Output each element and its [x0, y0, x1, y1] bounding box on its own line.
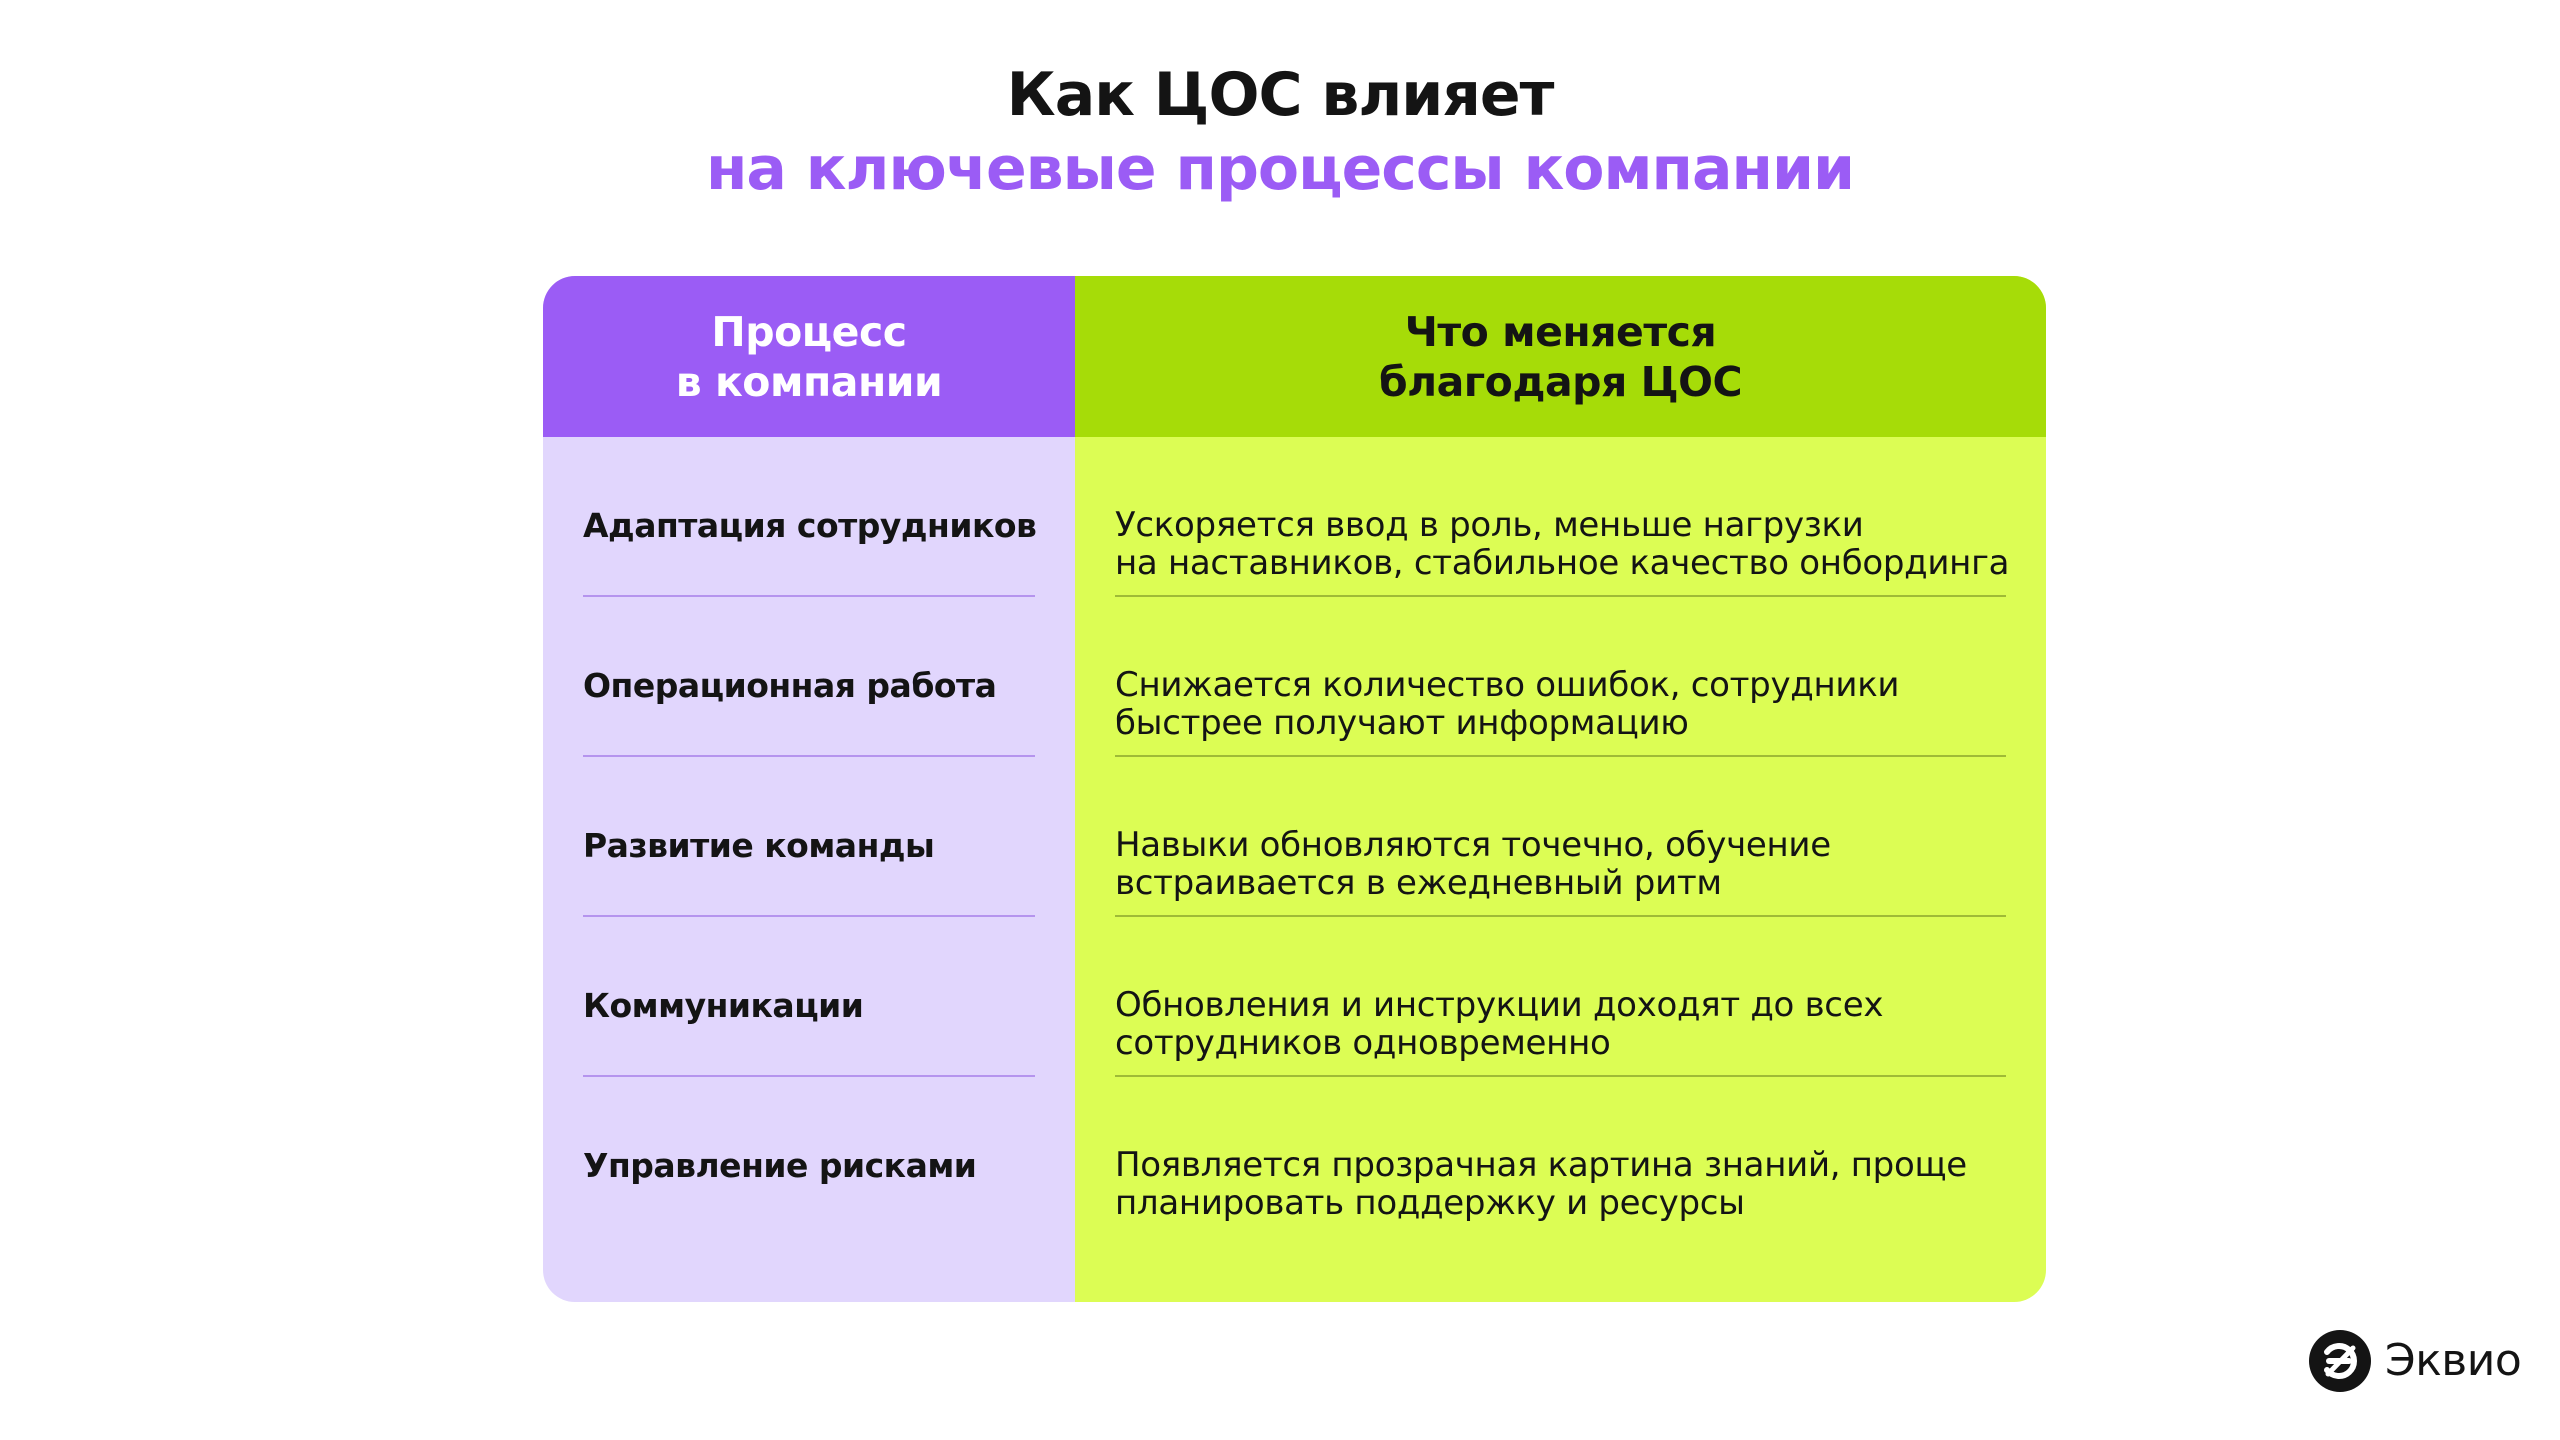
title-line-1: Как ЦОС влияет [1006, 60, 1554, 130]
ekvio-logo-icon [2309, 1330, 2371, 1392]
table-row-change [1115, 437, 2010, 597]
table-row-process [583, 597, 1035, 757]
table-row-change [1115, 1077, 2006, 1237]
header-left-line-2: в компании [675, 357, 943, 406]
change-text-line: быстрее получают информацию [1115, 703, 1689, 743]
change-text-line: сотрудников одновременно [1115, 1023, 1611, 1063]
process-name: Адаптация сотрудников [583, 506, 1037, 545]
table-row-process [583, 1077, 1035, 1237]
process-column-header [543, 276, 1075, 437]
change-text-line: на наставников, стабильное качество онбординга [1115, 543, 2010, 583]
change-text-line: Снижается количество ошибок, сотрудники [1115, 665, 1900, 705]
process-name: Операционная работа [583, 666, 997, 705]
process-name: Управление рисками [583, 1146, 977, 1185]
page-title [0, 58, 2560, 206]
header-right-line-1: Что меняется [1404, 307, 1717, 356]
change-text-line: Навыки обновляются точечно, обучение [1115, 825, 1831, 865]
change-column-header [1075, 276, 2046, 437]
title-line-2: на ключевые процессы компании [705, 134, 1855, 204]
comparison-table [543, 276, 2046, 1302]
change-rows [1115, 437, 2010, 1237]
process-name: Развитие команды [583, 826, 935, 865]
table-row-change [1115, 597, 2006, 757]
table-row-process [583, 437, 1035, 597]
table-row-change [1115, 757, 2006, 917]
header-right-line-2: благодаря ЦОС [1378, 357, 1743, 406]
change-text-line: Ускоряется ввод в роль, меньше нагрузки [1115, 505, 1864, 545]
change-column [1075, 276, 2046, 1302]
table-row-process [583, 917, 1035, 1077]
table-row-change [1115, 917, 2006, 1077]
table-row-process [583, 757, 1035, 917]
brand-logo [2309, 1330, 2521, 1392]
change-text-line: планировать поддержку и ресурсы [1115, 1183, 1745, 1223]
change-text-line: встраивается в ежедневный ритм [1115, 863, 1722, 903]
logo-text: Эквио [2385, 1335, 2522, 1386]
header-left-line-1: Процесс [711, 307, 907, 356]
change-text-line: Обновления и инструкции доходят до всех [1115, 985, 1884, 1025]
process-rows [583, 437, 1035, 1237]
change-text-line: Появляется прозрачная картина знаний, проще [1115, 1145, 1967, 1185]
process-name: Коммуникации [583, 986, 864, 1025]
process-column [543, 276, 1075, 1302]
